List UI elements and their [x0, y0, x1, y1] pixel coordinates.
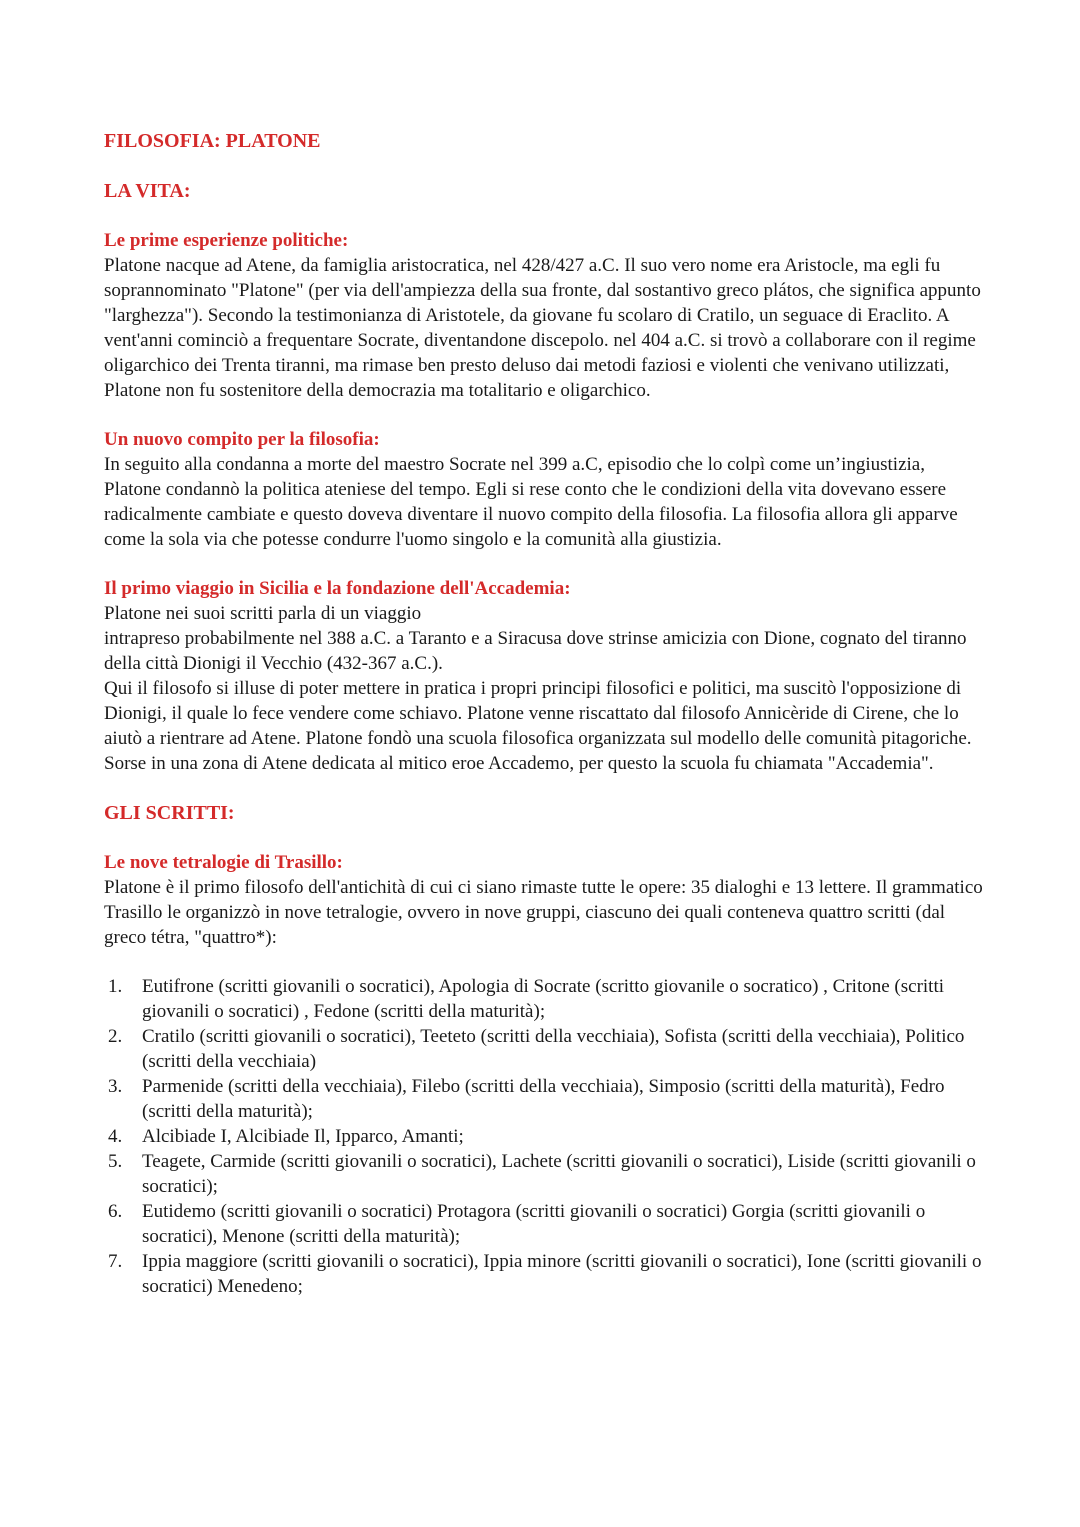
document-page — [104, 128, 984, 1299]
list-item-text: Teagete, Carmide (scritti giovanili o socratici), Lachete (scritti giovanili o socratici), Liside (scritti giovanili o socratici); — [142, 1151, 976, 1197]
list-item-number: 7. — [108, 1251, 123, 1272]
list-item — [104, 1074, 984, 1124]
paragraph-viaggio-line1: Platone nei suoi scritti parla di un viaggio — [104, 603, 422, 624]
list-item-number: 6. — [108, 1201, 123, 1222]
tetralogie-list — [104, 974, 984, 1299]
list-item-text: Alcibiade I, Alcibiade Il, Ipparco, Amanti; — [142, 1126, 464, 1147]
section-heading-vita: LA VITA: — [104, 180, 191, 202]
list-item-number: 5. — [108, 1151, 123, 1172]
list-item-text: Eutidemo (scritti giovanili o socratici) Protagora (scritti giovanili o socratici) Gorgia (scritti giovanili o socratici), Menone (scritti della maturità); — [142, 1201, 926, 1247]
paragraph-tetralogie: Platone è il primo filosofo dell'antichità di cui ci siano rimaste tutte le opere: 35 dialoghi e 13 lettere. Il grammatico Trasillo le organizzò in nove tetralogie, ovvero in nove gruppi, ciascuno dei quali conteneva quattro scritti (dal greco tétra, "quattro*): — [104, 877, 983, 948]
document-title: FILOSOFIA: PLATONE — [104, 130, 321, 152]
list-item — [104, 1249, 984, 1299]
list-item-text: Cratilo (scritti giovanili o socratici), Teeteto (scritti della vecchiaia), Sofista (scritti della vecchiaia), Politico (scritti della vecchiaia) — [142, 1026, 965, 1072]
list-item — [104, 1024, 984, 1074]
list-item-text: Parmenide (scritti della vecchiaia), Filebo (scritti della vecchiaia), Simposio (scritti della maturità), Fedro (scritti della maturità); — [142, 1076, 945, 1122]
paragraph-viaggio-line3: Qui il filosofo si illuse di poter mettere in pratica i propri principi filosofici e politici, ma suscitò l'opposizione di Dionigi, il quale lo fece vendere come schiavo. Platone venne riscattato dal filosofo Annicèride di Cirene, che lo aiutò a rientrare ad Atene. Platone fondò una scuola filosofica organizzata sul modello delle comunità pitagoriche. Sorse in una zona di Atene dedicata al mitico eroe Accademo, per questo la scuola fu chiamata "Accademia". — [104, 678, 972, 774]
list-item-number: 4. — [108, 1126, 123, 1147]
subheading-tetralogie: Le nove tetralogie di Trasillo: — [104, 852, 343, 873]
paragraph-nuovo-compito: In seguito alla condanna a morte del maestro Socrate nel 399 a.C, episodio che lo colpì come un’ingiustizia, Platone condannò la politica ateniese del tempo. Egli si rese conto che le condizioni della vita dovevano essere radicalmente cambiate e questo doveva diventare il nuovo compito della filosofia. La filosofia allora gli apparve come la sola via che potesse condurre l'uomo singolo e la comunità alla giustizia. — [104, 454, 958, 550]
section-heading-scritti: GLI SCRITTI: — [104, 802, 235, 824]
subheading-viaggio-sicilia: Il primo viaggio in Sicilia e la fondazione dell'Accademia: — [104, 578, 571, 599]
list-item-text: Ippia maggiore (scritti giovanili o socratici), Ippia minore (scritti giovanili o socratici), Ione (scritti giovanili o socratici) Menedeno; — [142, 1251, 982, 1297]
list-item — [104, 974, 984, 1024]
list-item — [104, 1149, 984, 1199]
subheading-prime-esperienze: Le prime esperienze politiche: — [104, 230, 349, 251]
list-item-text: Eutifrone (scritti giovanili o socratici), Apologia di Socrate (scritto giovanile o socratico) , Critone (scritti giovanili o socratici) , Fedone (scritti della maturità); — [142, 976, 945, 1022]
list-item-number: 3. — [108, 1076, 123, 1097]
paragraph-prime-esperienze: Platone nacque ad Atene, da famiglia aristocratica, nel 428/427 a.C. Il suo vero nome era Aristocle, ma egli fu soprannominato "Platone" (per via dell'ampiezza della sua fronte, dal sostantivo greco plátos, che significa appunto "larghezza"). Secondo la testimonianza di Aristotele, da giovane fu scolaro di Cratilo, un seguace di Eraclito. A vent'anni cominciò a frequentare Socrate, diventandone discepolo. nel 404 a.C. si trovò a collaborare con il regime oligarchico dei Trenta tiranni, ma rimase ben presto deluso dai metodi faziosi e violenti che venivano utilizzati, Platone non fu sostenitore della democrazia ma totalitario e oligarchico. — [104, 255, 981, 401]
list-item-number: 1. — [108, 976, 123, 997]
list-item-number: 2. — [108, 1026, 123, 1047]
list-item — [104, 1124, 984, 1149]
paragraph-viaggio-line2: intrapreso probabilmente nel 388 a.C. a Taranto e a Siracusa dove strinse amicizia con Dione, cognato del tiranno della città Dionigi il Vecchio (432-367 a.C.). — [104, 628, 967, 674]
subheading-nuovo-compito: Un nuovo compito per la filosofia: — [104, 429, 380, 450]
list-item — [104, 1199, 984, 1249]
